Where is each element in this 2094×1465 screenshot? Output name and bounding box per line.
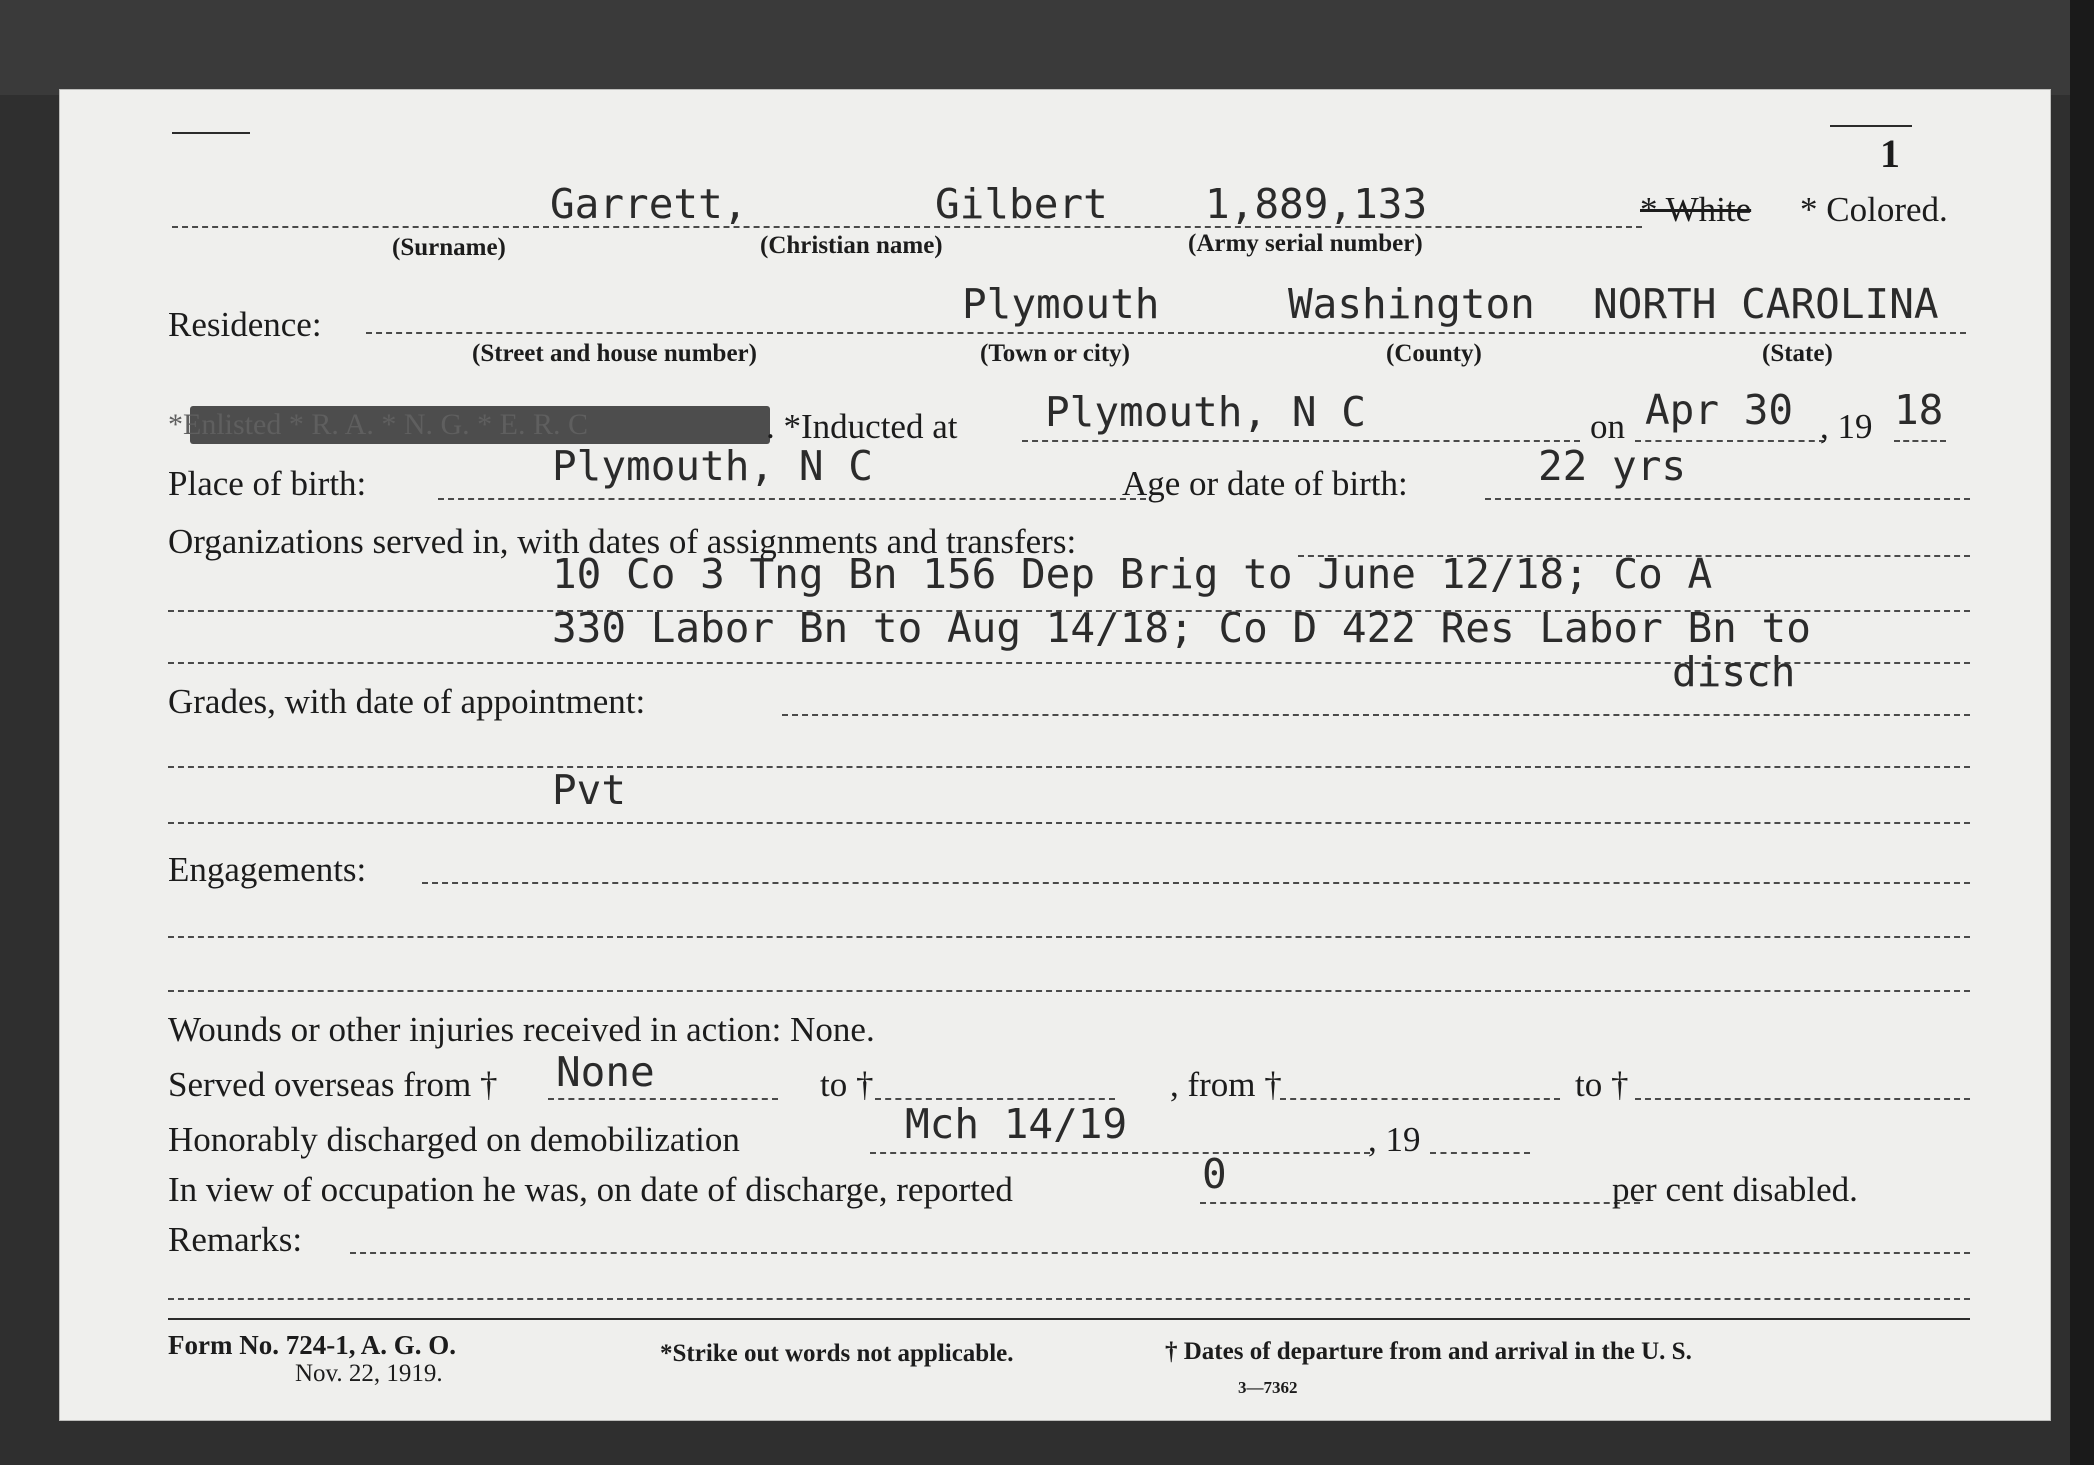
card-number: 1 xyxy=(1880,131,1900,176)
remarks-label: Remarks: xyxy=(168,1220,303,1259)
inducted-place-value: Plymouth, N C xyxy=(1045,388,1366,436)
residence-town-value: Plymouth xyxy=(962,280,1160,328)
print-code: 3—7362 xyxy=(1238,1378,1298,1397)
enlisted-struck-text: *Enlisted * R. A. * N. G. * E. R. C xyxy=(168,408,589,441)
grades-line-2 xyxy=(168,822,1970,824)
overseas-from2-label: , from † xyxy=(1170,1065,1282,1104)
top-left-rule xyxy=(172,132,250,134)
overseas-to-label: to † xyxy=(820,1065,874,1104)
overseas-to2-label: to † xyxy=(1575,1065,1629,1104)
age-line xyxy=(1485,498,1970,500)
discharge-label: Honorably discharged on demobilization xyxy=(168,1120,740,1159)
place-of-birth-value: Plymouth, N C xyxy=(552,442,873,490)
residence-label: Residence: xyxy=(168,305,322,344)
scanner-background-right xyxy=(2070,0,2094,1465)
race-colored: * Colored. xyxy=(1800,190,1948,229)
induction-date-value: Apr 30 xyxy=(1645,386,1794,434)
card-number-rule xyxy=(1830,125,1912,127)
residence-state-value: NORTH CAROLINA xyxy=(1593,280,1939,328)
inducted-line xyxy=(1022,440,1580,442)
age-value: 22 yrs xyxy=(1538,442,1687,490)
christian-name-caption: (Christian name) xyxy=(760,232,943,259)
disability-label: In view of occupation he was, on date of discharge, reported xyxy=(168,1170,1013,1209)
serial-number-caption: (Army serial number) xyxy=(1188,230,1423,257)
organizations-value-line2: 330 Labor Bn to Aug 14/18; Co D 422 Res Labor Bn to xyxy=(552,604,1811,652)
state-caption: (State) xyxy=(1762,340,1833,367)
place-of-birth-line xyxy=(438,498,1146,500)
grades-line-1 xyxy=(168,766,1970,768)
dates-note: † Dates of departure from and arrival in the U. S. xyxy=(1165,1338,1692,1365)
organizations-label: Organizations served in, with dates of assignments and transfers: xyxy=(168,522,1077,561)
inducted-label: . *Inducted at xyxy=(766,407,958,446)
overseas-from-label: Served overseas from † xyxy=(168,1065,498,1104)
service-record-card xyxy=(60,90,2050,1420)
induction-year-line xyxy=(1894,440,1946,442)
overseas-to2-line xyxy=(1635,1098,1970,1100)
race-white-struck: * White xyxy=(1640,190,1752,229)
strike-note: *Strike out words not applicable. xyxy=(660,1340,1014,1367)
discharge-year-line xyxy=(1430,1152,1530,1154)
county-caption: (County) xyxy=(1386,340,1482,367)
place-of-birth-label: Place of birth: xyxy=(168,464,367,503)
engagements-line-1 xyxy=(168,936,1970,938)
residence-line xyxy=(366,332,1966,334)
serial-number-value: 1,889,133 xyxy=(1205,180,1428,228)
christian-name-value: Gilbert xyxy=(935,180,1108,228)
engagements-line-2 xyxy=(168,990,1970,992)
engagements-line-0 xyxy=(422,882,1970,884)
engagements-label: Engagements: xyxy=(168,850,367,889)
age-label: Age or date of birth: xyxy=(1122,464,1408,503)
grade-value: Pvt xyxy=(552,766,627,814)
disability-value: 0 xyxy=(1202,1150,1227,1198)
surname-caption: (Surname) xyxy=(392,234,506,261)
disability-line xyxy=(1200,1202,1640,1204)
induction-year-prefix: , 19 xyxy=(1820,407,1873,446)
remarks-line-0 xyxy=(350,1252,1970,1254)
disability-suffix: per cent disabled. xyxy=(1612,1170,1858,1209)
discharge-date-value: Mch 14/19 xyxy=(905,1100,1128,1148)
discharge-date-line xyxy=(870,1152,1370,1154)
street-caption: (Street and house number) xyxy=(472,340,757,367)
overseas-from2-line xyxy=(1280,1098,1560,1100)
town-caption: (Town or city) xyxy=(980,340,1130,367)
overseas-from-value: None xyxy=(556,1048,655,1096)
overseas-from-line xyxy=(548,1098,778,1100)
scanner-background-top xyxy=(0,0,2094,95)
grades-line-0 xyxy=(782,714,1970,716)
form-date: Nov. 22, 1919. xyxy=(295,1360,443,1387)
organizations-value-line1: 10 Co 3 Tng Bn 156 Dep Brig to June 12/18; Co A xyxy=(552,550,1713,598)
organizations-value-line3: disch xyxy=(1672,648,1796,696)
form-number: Form No. 724-1, A. G. O. xyxy=(168,1330,456,1360)
footer-rule xyxy=(168,1318,1970,1320)
discharge-year-prefix: , 19 xyxy=(1368,1120,1421,1159)
on-label: on xyxy=(1590,407,1625,446)
residence-county-value: Washington xyxy=(1288,280,1535,328)
induction-year-value: 18 xyxy=(1894,386,1944,434)
remarks-line-1 xyxy=(168,1298,1970,1300)
wounds-label: Wounds or other injuries received in action: None. xyxy=(168,1010,875,1049)
surname-value: Garrett, xyxy=(550,180,748,228)
grades-label: Grades, with date of appointment: xyxy=(168,682,646,721)
